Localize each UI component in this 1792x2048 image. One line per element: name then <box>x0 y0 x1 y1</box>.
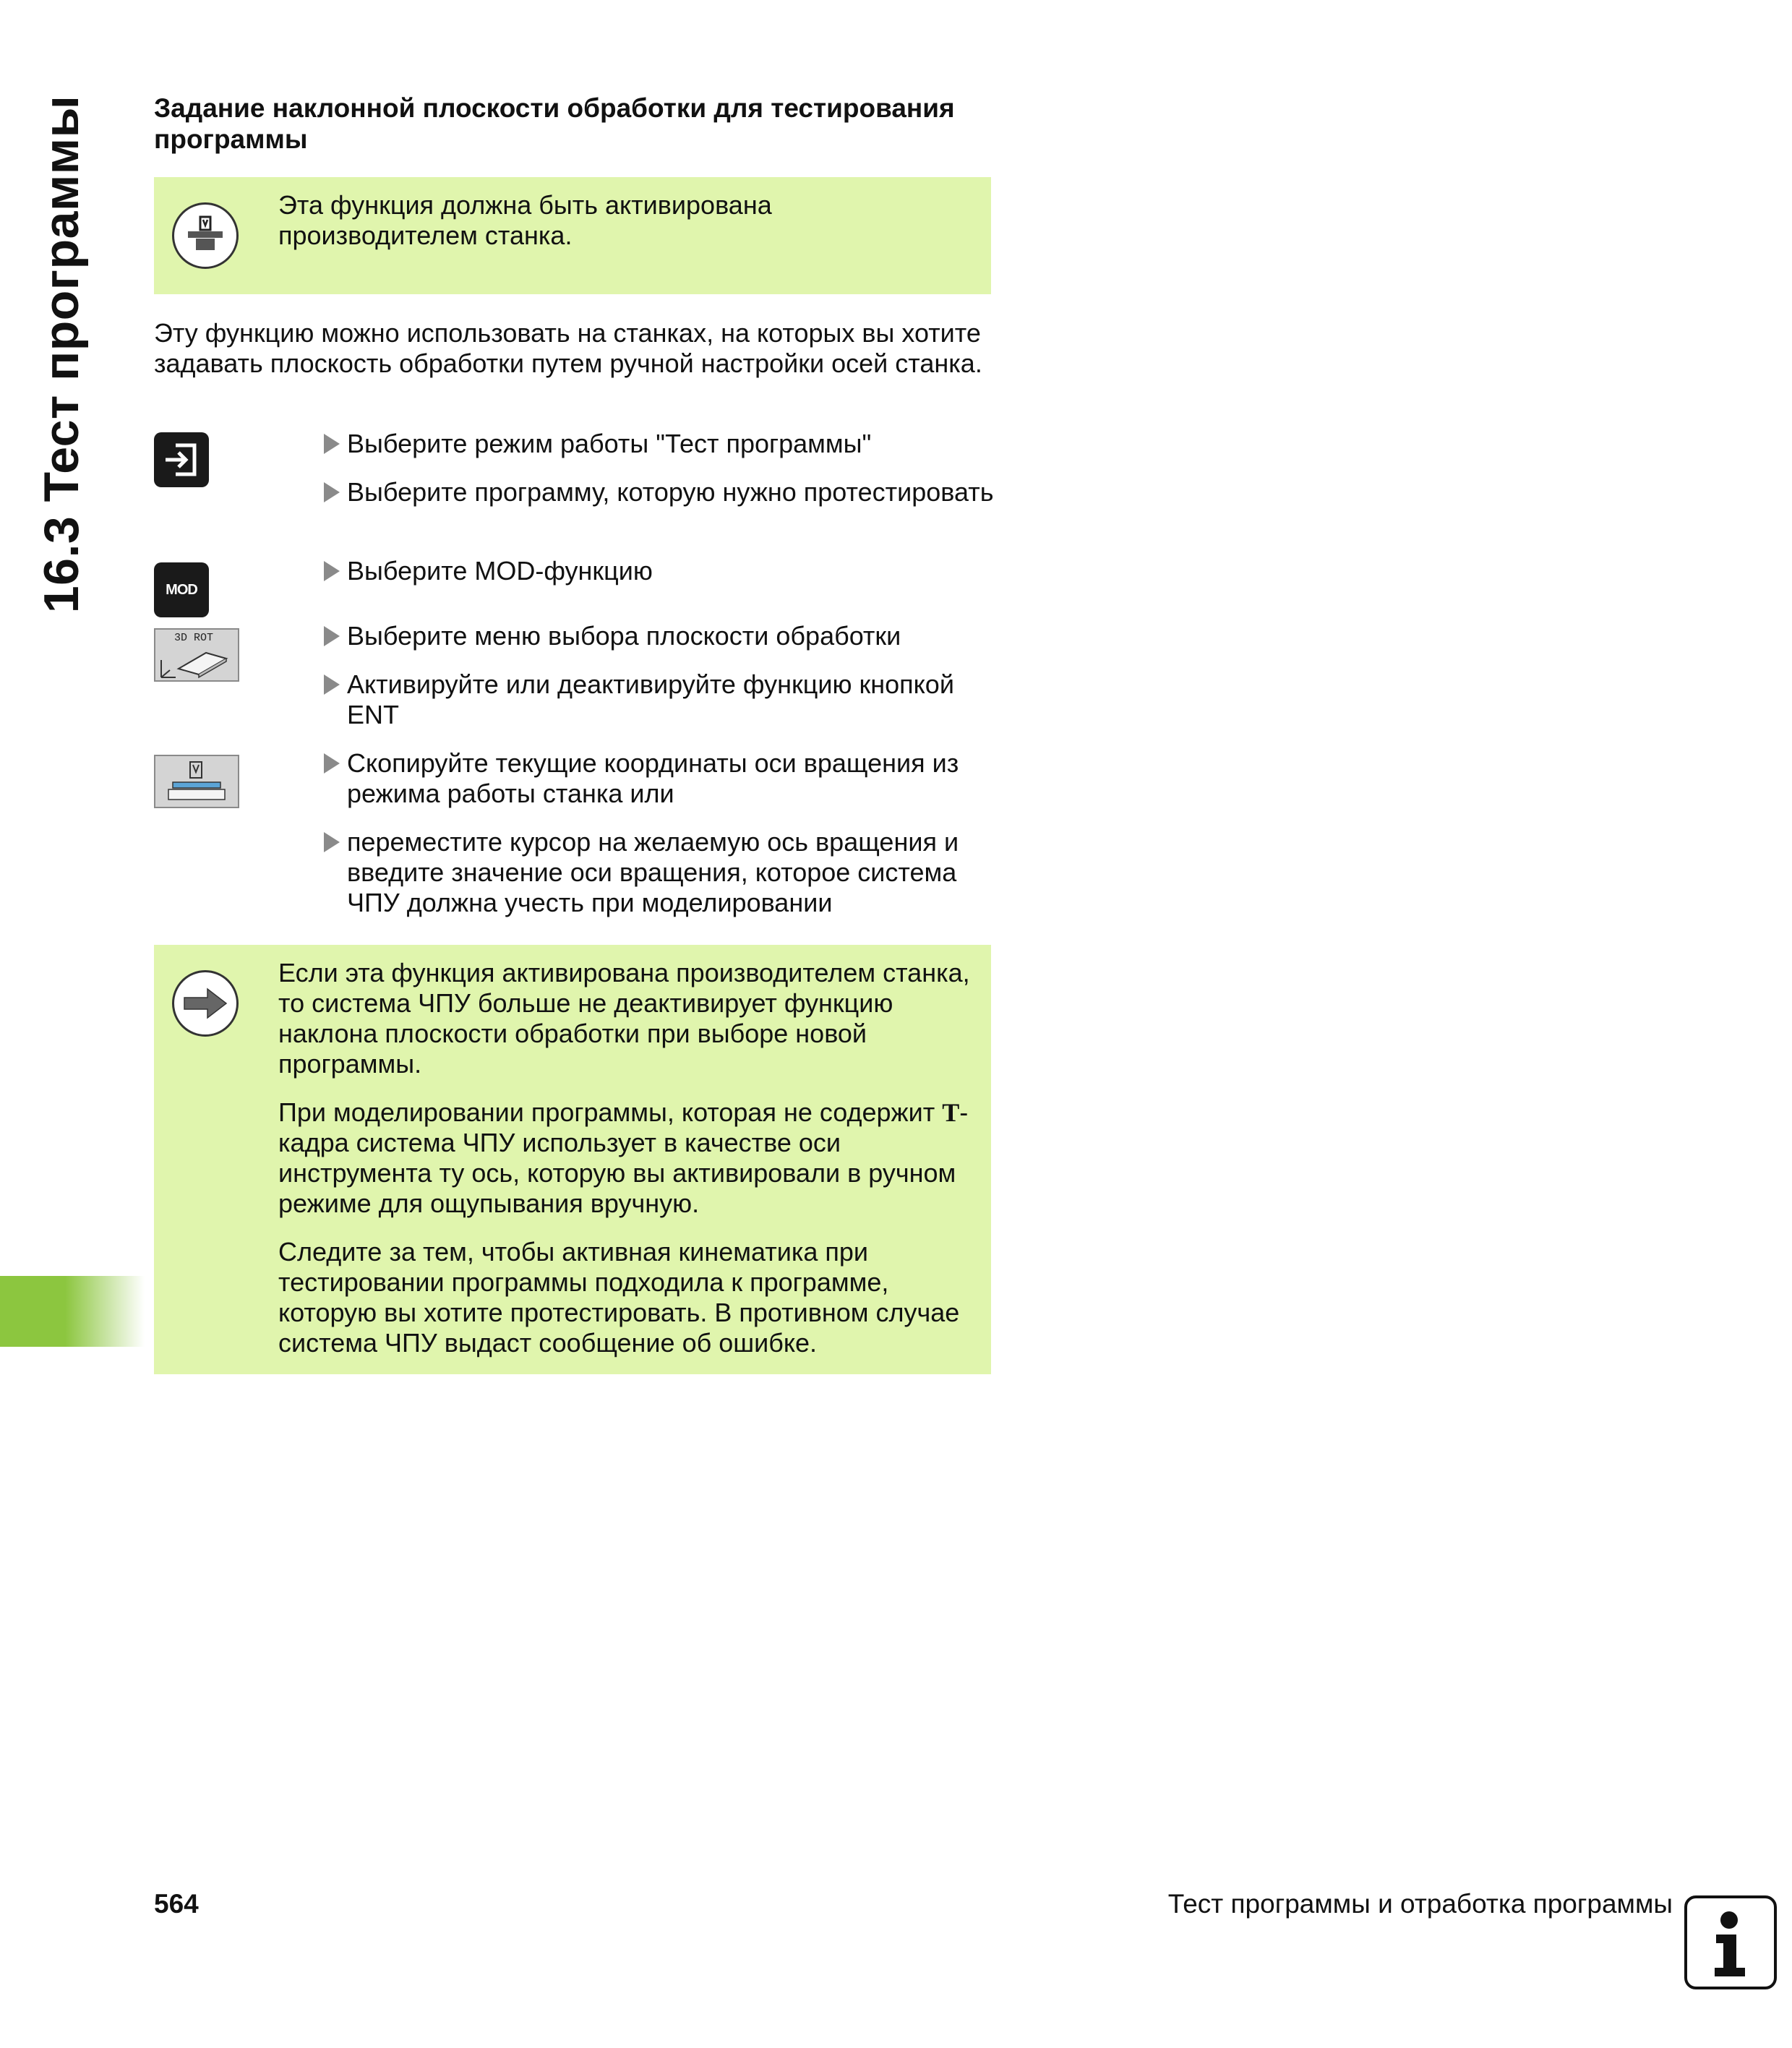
manufacturer-note <box>154 177 991 294</box>
step-text: Выберите режим работы "Тест программы" <box>347 429 872 458</box>
section-heading: Задание наклонной плоскости обработки для тестирования программы <box>154 93 955 154</box>
manufacturer-note-text: Эта функция должна быть активирована производителем станка. <box>278 190 772 250</box>
step-text: Скопируйте текущие координаты оси вращения из режима работы станка или <box>347 748 959 808</box>
program-test-key[interactable] <box>154 432 209 487</box>
step-item <box>324 621 996 651</box>
step-item <box>324 477 996 507</box>
bullet-triangle-icon <box>324 434 340 454</box>
note-paragraph-end: -кадра система ЧПУ использует в качестве оси инструмента ту ось, которую вы активировали в ручном режиме для ощупывания вручную. <box>278 1097 969 1218</box>
3d-rot-softkey-label: 3D ROT <box>174 632 214 644</box>
note-paragraph <box>278 1097 977 1219</box>
copy-rotary-axes-softkey[interactable] <box>154 755 239 808</box>
important-note-text <box>278 958 977 1376</box>
bullet-triangle-icon <box>324 482 340 502</box>
footer-chapter-title: Тест программы и отработка программы <box>1167 1889 1673 1919</box>
intro-paragraph: Эту функцию можно использовать на станках, на которых вы хотите задавать плоскость обработки путем ручной настройки осей станка. <box>154 318 982 378</box>
info-icon <box>1684 1895 1777 1989</box>
note-paragraph: Следите за тем, чтобы активная кинематика при тестировании программы подходила к программе, которую вы хотите протестировать. В противном случае система ЧПУ выдаст сообщение об ошибке. <box>278 1237 960 1358</box>
step-text: Активируйте или деактивируйте функцию кнопкой ENT <box>347 669 954 729</box>
chapter-side-title <box>14 95 108 614</box>
chapter-side-title-text: 16.3 Тест программы <box>34 95 90 614</box>
bullet-triangle-icon <box>324 561 340 581</box>
tilted-plane-icon <box>157 644 236 680</box>
mod-key[interactable] <box>154 562 209 617</box>
step-item <box>324 669 996 730</box>
step-text: Выберите программу, которую нужно протестировать <box>347 477 994 507</box>
step-text: Выберите меню выбора плоскости обработки <box>347 621 901 651</box>
important-note <box>154 945 991 1374</box>
mod-key-label: MOD <box>166 581 197 598</box>
bullet-triangle-icon <box>324 626 340 646</box>
step-item <box>324 429 996 459</box>
bullet-triangle-icon <box>324 832 340 852</box>
step-item <box>324 827 996 918</box>
chapter-tab-marker <box>0 1276 145 1347</box>
note-paragraph-start: При моделировании программы, которая не содержит <box>278 1097 943 1127</box>
arrow-right-circle-icon <box>172 970 239 1037</box>
note-paragraph: Если эта функция активирована производителем станка, то система ЧПУ больше не деактивирует функцию наклона плоскости обработки при выборе новой программы. <box>278 958 970 1079</box>
bullet-triangle-icon <box>324 753 340 774</box>
machine-table-icon <box>158 758 235 805</box>
page-number: 564 <box>154 1889 199 1919</box>
step-text: переместите курсор на желаемую ось вращения и введите значение оси вращения, которое система ЧПУ должна учесть при моделировании <box>347 827 959 917</box>
step-item <box>324 748 996 809</box>
arrow-right-into-box-icon <box>161 441 202 479</box>
step-item <box>324 556 996 586</box>
3d-rot-softkey[interactable] <box>154 628 239 682</box>
bullet-triangle-icon <box>324 674 340 695</box>
t-block-label: T <box>942 1098 960 1127</box>
machine-tool-icon <box>172 202 239 269</box>
step-text: Выберите MOD-функцию <box>347 556 653 586</box>
